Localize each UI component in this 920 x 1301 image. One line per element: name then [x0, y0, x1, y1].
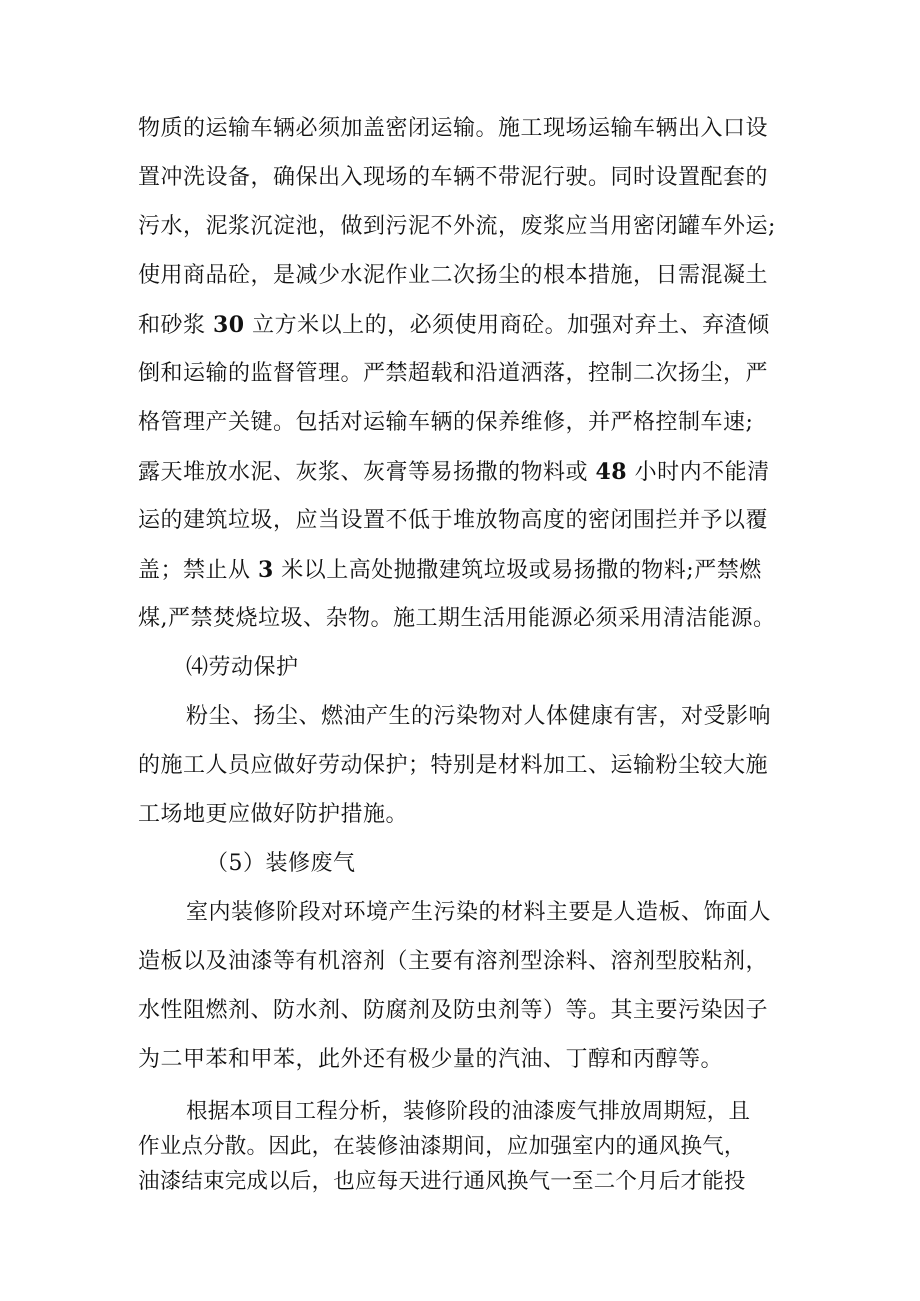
text-line: 的施工人员应做好劳动保护；特别是材料加工、运输粉尘较大施 — [138, 753, 769, 778]
text-line: 置冲洗设备，确保出入现场的车辆不带泥行驶。同时设置配套的 — [138, 165, 769, 190]
text-segment: 和砂浆 — [138, 313, 213, 338]
text-segment: 小时内不能清 — [627, 460, 770, 485]
text-line: 物质的运输车辆必须加盖密闭运输。施工现场运输车辆出入口设 — [138, 116, 769, 141]
text-line: 为二甲苯和甲苯，此外还有极少量的汽油、丁醇和丙醇等。 — [138, 1047, 724, 1072]
text-segment: 立方米以上的，必须使用商砼。加强对弃土、弃渣倾 — [244, 313, 770, 338]
text-line: 使用商品砼，是减少水泥作业二次扬尘的根本措施，日需混凝土 — [138, 263, 769, 288]
text-line — [138, 310, 798, 341]
text-line: 造板以及油漆等有机溶剂（主要有溶剂型涂料、溶剂型胶粘剂， — [138, 949, 769, 974]
text-line: 倒和运输的监督管理。严禁超载和沿道洒落，控制二次扬尘，严 — [138, 361, 769, 386]
text-line: 污水，泥浆沉淀池，做到污泥不外流，废浆应当用密闭罐车外运; — [138, 214, 776, 239]
section-heading-labor-protection: ⑷劳动保护 — [186, 655, 299, 680]
text-line — [138, 555, 798, 586]
text-line: 作业点分散。因此，在装修油漆期间，应加强室内的通风换气， — [138, 1134, 746, 1159]
number-30: 30 — [213, 312, 245, 338]
text-line: 油漆结束完成以后，也应每天进行通风换气一至二个月后才能投 — [138, 1169, 746, 1194]
text-segment: 露天堆放水泥、灰浆、灰膏等易扬撒的物料或 — [138, 460, 596, 485]
text-line: 水性阻燃剂、防水剂、防腐剂及防虫剂等）等。其主要污染因子 — [138, 998, 769, 1023]
text-line: 煤,严禁焚烧垃圾、杂物。施工期生活用能源必须采用清洁能源。 — [138, 606, 776, 631]
text-segment: 米以上高处抛撒建筑垃圾或易扬撒的物料;严禁燃 — [273, 558, 762, 583]
text-line: 运的建筑垃圾，应当设置不低于堆放物高度的密闭围拦并予以覆 — [138, 508, 769, 533]
number-3: 3 — [258, 557, 274, 583]
text-line: 格管理产关键。包括对运输车辆的保养维修，并严格控制车速; — [138, 410, 754, 435]
number-48: 48 — [595, 459, 628, 485]
text-line: 工场地更应做好防护措施。 — [138, 802, 409, 827]
text-line: 根据本项目工程分析，装修阶段的油漆废气排放周期短，且 — [186, 1099, 751, 1124]
text-segment: 盖；禁止从 — [138, 558, 258, 583]
text-line — [138, 457, 798, 488]
text-line: 室内装修阶段对环境产生污染的材料主要是人造板、饰面人 — [186, 900, 772, 925]
section-heading-decoration-exhaust: （5）装修废气 — [206, 851, 356, 876]
text-line: 粉尘、扬尘、燃油产生的污染物对人体健康有害，对受影响 — [186, 704, 772, 729]
